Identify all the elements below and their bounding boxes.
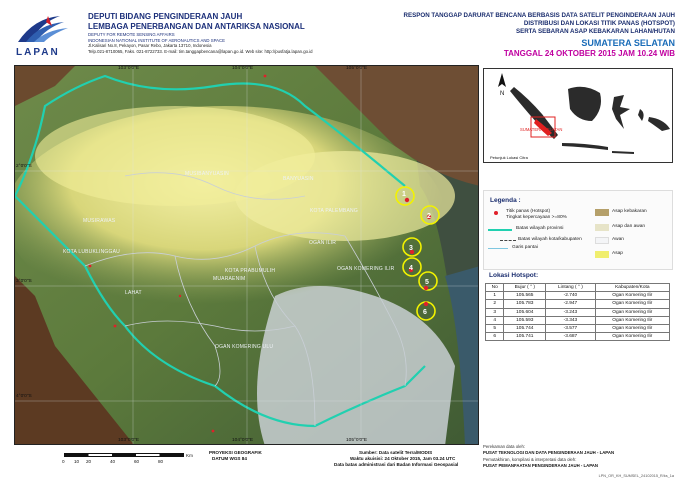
lon-label-bottom-3: 105°0'0"E [346,438,368,443]
organization-block [88,12,348,54]
table-row [486,324,670,332]
credit-processed-by: Pemutakhiran, kompilasi & interpretasi data oleh: [483,457,577,462]
legend-hotspot-icon [494,211,498,215]
legend-smoke-swatch [595,251,609,258]
cell-district: Ogan Komering Ilir [595,300,669,308]
scale-unit: Km [186,453,193,458]
title-line-3: SERTA SEBARAN ASAP KEBAKARAN LAHAN/HUTAN [515,28,675,35]
table-row [486,300,670,308]
boundary-source-label: Data batas administrasi dari Badan Informasi Geospasial [334,462,459,467]
cell-lat: -3.343 [546,316,595,324]
legend-smoke-fire-swatch [595,209,609,216]
cell-lat: -3.687 [546,333,595,341]
cell-lon: 105.741 [504,333,546,341]
cell-lon: 105.744 [504,324,546,332]
legend-dist-border-icon [500,240,516,241]
place-lubuklinggau: KOTA LUBUKLINGGAU [63,249,120,255]
header-lon: Bujur ( ° ) [504,284,546,292]
place-lahat: LAHAT [125,290,142,296]
org-line-2: LEMBAGA PENERBANGAN DAN ANTARIKSA NASIONAL [88,22,305,31]
hotspot-1-label: 1 [402,191,406,198]
cell-district: Ogan Komering Ilir [595,324,669,332]
place-muaraenim: MUARAENIM [213,276,246,282]
scale-label-0: 0 [62,459,65,464]
table-row [486,292,670,300]
hotspot-table-header [486,284,670,292]
cell-district: Ogan Komering Ilir [595,292,669,300]
lon-label-bottom-2: 104°0'0"E [232,438,254,443]
scale-label-10: 10 [74,459,80,464]
legend-coastline-icon [488,248,508,249]
inset-label: SUMATERA SELATAN [520,127,563,132]
place-musirawas: MUSIRAWAS [83,218,116,224]
credit-recorded-by: Perekaman data oleh: [483,444,526,449]
scale-bar [64,453,184,457]
projection-label: PROYEKSI GEOGRAFIK [209,450,262,455]
place-musibanyuasin: MUSIBANYUASIN [185,171,229,177]
source-label: Sumber: Data satelit Terra/MODIS [359,450,433,455]
legend-smoke-cloud-swatch [595,224,609,231]
table-row [486,316,670,324]
map-footer [14,447,474,475]
org-line-1: DEPUTI BIDANG PENGINDERAAN JAUH [88,12,243,21]
cell-no: 1 [486,292,504,300]
org-address-1: Jl.Kalisari No.8, Pekayon, Pasar Rebo, Jakarta 13710, Indonesia [88,43,212,49]
lat-label-3: 4°0'0"S [16,394,32,399]
cell-lat: -2.740 [546,292,595,300]
hotspot-table-title: Lokasi Hotspot: [489,272,539,279]
cell-lat: -3.577 [546,324,595,332]
title-line-1: RESPON TANGGAP DARURAT BENCANA BERBASIS DATA SATELIT PENGINDERAAN JAUH [403,12,675,19]
header-district: Kabupaten/Kota [595,284,669,292]
cell-no: 6 [486,333,504,341]
legend-smoke-label: Asap [612,251,623,256]
org-english-2: INDONESIAN NATIONAL INSTITUTE OF AERONAUTICS AND SPACE [88,37,225,43]
hotspot-panel [483,272,673,341]
hotspot-3-label: 3 [409,245,413,252]
cell-district: Ogan Komering Ilir [595,316,669,324]
inset-map-svg [484,69,673,163]
map-title-block [350,12,675,59]
smoke-plume-north [35,106,315,206]
satellite-map-svg [15,66,479,445]
scale-label-60: 60 [134,459,140,464]
datum-label: DATUM WGS 84 [212,456,247,461]
date-title: TANGGAL 24 OKTOBER 2015 JAM 10.24 WIB [503,49,675,58]
place-banyuasin: BANYUASIN [283,176,314,182]
title-line-2: DISTRIBUSI DAN LOKASI TITIK PANAS (HOTSPOT) [523,20,675,27]
legend-title: Legenda : [490,197,521,204]
lon-label-top-1: 103°0'0"E [118,66,140,71]
lon-label-top-3: 105°0'0"E [346,66,368,71]
scale-label-40: 40 [110,459,116,464]
cell-no: 4 [486,316,504,324]
inset-caption: Petunjuk Lokasi Citra [490,155,528,160]
org-english-1: DEPUTY FOR REMOTE SENSING AFFAIRS [88,32,175,37]
place-palembang: KOTA PALEMBANG [310,208,358,214]
svg-text:N: N [500,91,505,97]
hotspot-table [485,283,670,341]
cell-lat: -3.243 [546,308,595,316]
lat-label-1: 2°0'0"S [16,164,32,169]
lat-label-2: 3°0'0"S [16,279,32,284]
header-no: No [486,284,504,292]
hotspot-6-label: 6 [423,309,427,316]
place-ogan-ilir: OGAN ILIR [309,240,337,246]
satellite-map [14,65,479,445]
cell-lon: 105.593 [504,316,546,324]
credits-block [483,444,673,468]
cell-no: 3 [486,308,504,316]
lapan-logo [12,12,80,60]
scale-label-80: 80 [158,459,164,464]
cell-lon: 105.783 [504,300,546,308]
document-code: LPN_OR_KH_SUMSEL_24102015_R/ks_1a [598,474,674,478]
legend-cloud-label: Awan [612,237,624,242]
cell-no: 5 [486,324,504,332]
legend-cloud-swatch [595,237,609,244]
legend-dist-border-label: Batas wilayah kota/kabupaten [518,237,582,242]
header-lat: Lintang ( ° ) [546,284,595,292]
credit-recorded-org: PUSAT TEKNOLOGI DAN DATA PENGINDERAAN JAUH - LAPAN [483,449,615,455]
hotspot-4-label: 4 [409,265,413,272]
scale-label-20: 20 [86,459,92,464]
legend-smoke-fire-label: Asap kebakaran [612,209,647,214]
org-address-2: Telp.021-8710065, Faks. 021-8722733. E-mail: tim.tanggapbencana@lapan.go.id. Web site: http://pusfatja.lapan.go.id [88,48,313,54]
lon-label-top-2: 104°0'0"E [232,66,254,71]
hotspot-2-label: 2 [427,213,431,220]
table-row [486,308,670,316]
hotspot-5-label: 5 [425,279,429,286]
legend-hotspot-sub: Tingkat kepercayaan >=80% [506,215,567,220]
cell-no: 2 [486,300,504,308]
legend-prov-border-label: Batas wilayah provinsi [516,226,564,231]
legend-prov-border-icon [488,229,512,231]
cell-lon: 105.565 [504,292,546,300]
legend-smoke-cloud-label: Asap dan awan [612,224,646,229]
acquisition-label: Waktu akuisisi: 24 Oktober 2015, Jam 03.24 UTC [350,456,456,461]
table-row [486,333,670,341]
legend-hotspot-label: Titik panas (Hotspot) [506,209,551,214]
cell-lon: 105.604 [504,308,546,316]
region-title: SUMATERA SELATAN [581,38,675,48]
logo-text: LAPAN [16,47,60,58]
cell-district: Ogan Komering Ilir [595,333,669,341]
place-oki: OGAN KOMERING ILIR [337,266,395,272]
cell-district: Ogan Komering Ilir [595,308,669,316]
cell-lat: -2.947 [546,300,595,308]
inset-location-map [483,68,673,163]
place-prabumulih: KOTA PRABUMULIH [225,268,276,274]
legend-coastline-label: Garis pantai [512,245,538,250]
lon-label-bottom-1: 103°0'0"E [118,438,140,443]
legend-panel [483,190,673,270]
place-oku: OGAN KOMERING ULU [215,344,274,350]
credit-processed-org: PUSAT PEMANFAATAN PENGINDERAAN JAUH - LAPAN [483,462,598,468]
